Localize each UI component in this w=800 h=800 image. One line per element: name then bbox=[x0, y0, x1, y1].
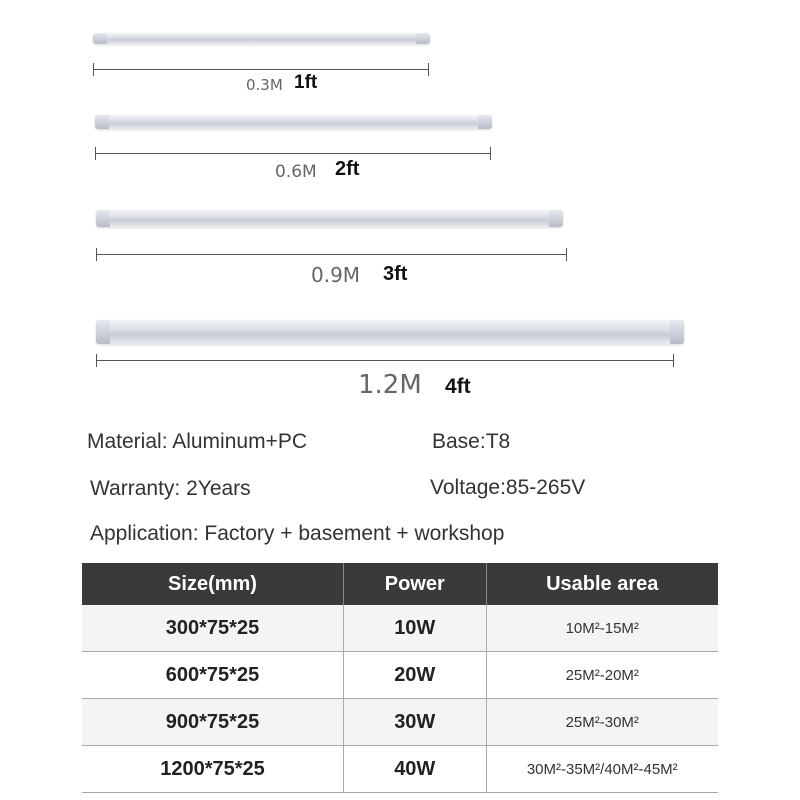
dimension-line-2ft bbox=[95, 153, 491, 154]
light-tube-2ft bbox=[95, 115, 492, 129]
cell-size: 900*75*25 bbox=[82, 699, 344, 746]
cell-area: 25M²-30M² bbox=[486, 699, 718, 746]
cell-size: 1200*75*25 bbox=[82, 746, 344, 793]
table-row bbox=[82, 605, 718, 652]
header-size: Size(mm) bbox=[82, 563, 344, 605]
length-meters-1ft: 0.3M bbox=[246, 76, 283, 94]
table-header-row bbox=[82, 563, 718, 605]
cell-power: 10W bbox=[344, 605, 486, 652]
dimension-line-4ft bbox=[96, 360, 674, 361]
dimension-line-3ft bbox=[96, 254, 567, 255]
spec-base: Base:T8 bbox=[432, 430, 511, 453]
length-meters-3ft: 0.9M bbox=[311, 263, 361, 287]
cell-size: 300*75*25 bbox=[82, 605, 344, 652]
cell-power: 20W bbox=[344, 652, 486, 699]
size-power-table bbox=[82, 563, 718, 793]
header-usable-area: Usable area bbox=[486, 563, 718, 605]
light-tube-4ft bbox=[96, 320, 684, 344]
dimension-line-1ft bbox=[93, 69, 429, 70]
spec-application: Application: Factory + basement + workshop bbox=[90, 522, 505, 545]
cell-area: 25M²-20M² bbox=[486, 652, 718, 699]
cell-area: 10M²-15M² bbox=[486, 605, 718, 652]
table-row bbox=[82, 652, 718, 699]
cell-area: 30M²-35M²/40M²-45M² bbox=[486, 746, 718, 793]
length-meters-2ft: 0.6M bbox=[275, 162, 317, 182]
header-power: Power bbox=[344, 563, 486, 605]
length-meters-4ft: 1.2M bbox=[358, 370, 422, 400]
length-feet-1ft: 1ft bbox=[294, 72, 318, 93]
length-feet-3ft: 3ft bbox=[383, 263, 408, 285]
cell-power: 40W bbox=[344, 746, 486, 793]
length-feet-4ft: 4ft bbox=[445, 375, 471, 398]
light-tube-3ft bbox=[96, 210, 563, 227]
spec-warranty: Warranty: 2Years bbox=[90, 477, 251, 500]
light-tube-1ft bbox=[93, 33, 430, 44]
spec-material: Material: Aluminum+PC bbox=[87, 430, 307, 453]
table-row bbox=[82, 699, 718, 746]
cell-size: 600*75*25 bbox=[82, 652, 344, 699]
length-feet-2ft: 2ft bbox=[335, 158, 360, 180]
table-row bbox=[82, 746, 718, 793]
cell-power: 30W bbox=[344, 699, 486, 746]
spec-voltage: Voltage:85-265V bbox=[430, 476, 586, 499]
